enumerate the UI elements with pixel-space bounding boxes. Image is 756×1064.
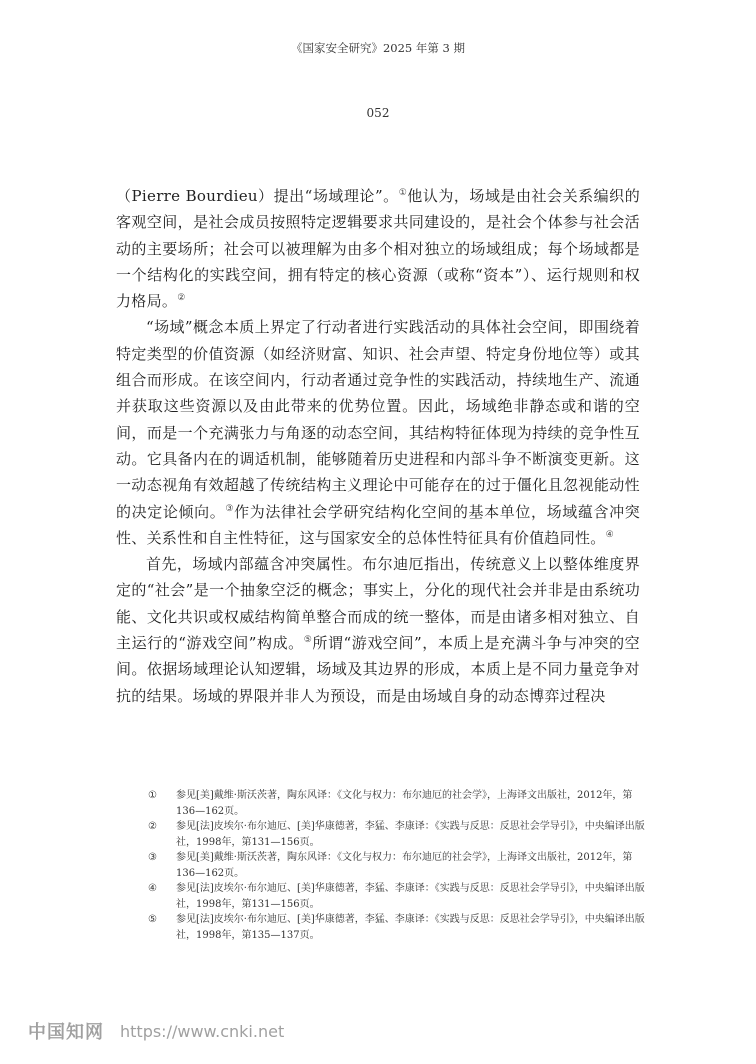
footnote-mark: ⑤ xyxy=(148,914,157,925)
footnotes xyxy=(148,788,648,943)
paragraph-1 xyxy=(116,183,640,314)
footnote-mark: ② xyxy=(148,821,157,832)
footnote-item xyxy=(148,788,648,819)
footnote-mark: ① xyxy=(148,790,157,801)
footnote-text: 参见[美]戴维·斯沃茨著，陶东风译：《文化与权力：布尔迪厄的社会学》，上海译文出版社，2012年，第136—162页。 xyxy=(176,852,633,879)
footnote-item xyxy=(148,850,648,881)
footnote-text: 参见[法]皮埃尔·布尔迪厄、[美]华康德著，李猛、李康译：《实践与反思：反思社会学导引》，中央编译出版社，1998年，第135—137页。 xyxy=(176,914,645,941)
text-segment: “场域”概念本质上界定了行动者进行实践活动的具体社会空间，即围绕着特定类型的价值资源（如经济财富、知识、社会声望、特定身份地位等）或其组合而形成。在该空间内，行动者通过竞争性的实践活动，持续地生产、流通并获取这些资源以及由此带来的优势位置。因此，场域绝非静态或和谐的空间，而是一个充满张力与角逐的动态空间，其结构特征体现为持续的竞争性互动。它具备内在的调适机制，能够随着历史进程和内部斗争不断演变更新。这一动态视角有效超越了传统结构主义理论中可能存在的过于僵化且忽视能动性的决定论倾向。 xyxy=(116,318,640,521)
cnki-logo: 中国知网 xyxy=(28,1022,104,1043)
text-segment: 作为法律社会学研究结构化空间的基本单位，场域蕴含冲突性、关系性和自主性特征，这与国家安全的总体性特征具有价值趋同性。 xyxy=(116,502,640,547)
footnote-mark: ④ xyxy=(148,883,157,894)
text-segment: （Pierre Bourdieu）提出“场域理论”。 xyxy=(116,187,399,205)
cnki-watermark xyxy=(28,1018,284,1044)
footnote-mark: ③ xyxy=(148,852,157,863)
page-number: 052 xyxy=(366,106,390,120)
footnote-item xyxy=(148,819,648,850)
text-segment: 首先，场域内部蕴含冲突属性。布尔迪厄指出，传统意义上以整体维度界定的“社会”是一个抽象空泛的概念；事实上，分化的现代社会并非是由系统功能、文化共识或权威结构简单整合而成的统一整体，而是由诸多相对独立、自主运行的“游戏空间”构成。 xyxy=(116,555,640,653)
footnote-item xyxy=(148,881,648,912)
footnote-ref[interactable]: ② xyxy=(177,293,186,304)
footnote-ref[interactable]: ④ xyxy=(605,529,614,540)
text-segment: 所谓“游戏空间”，本质上是充满斗争与冲突的空间。依据场域理论认知逻辑，场域及其边界的形成，本质上是不同力量竞争对抗的结果。场域的界限并非人为预设，而是由场域自身的动态博弈过程决 xyxy=(116,634,640,705)
footnote-ref[interactable]: ③ xyxy=(225,503,235,514)
body-text xyxy=(116,183,640,709)
footnote-ref[interactable]: ① xyxy=(398,188,408,198)
journal-header: 《国家安全研究》2025 年第 3 期 xyxy=(290,41,466,55)
cnki-url[interactable]: https://www.cnki.net xyxy=(120,1021,285,1041)
footnote-item xyxy=(148,912,648,943)
text-segment: 他认为，场域是由社会关系编织的客观空间，是社会成员按照特定逻辑要求共同建设的，是社会个体参与社会活动的主要场所；社会可以被理解为由多个相对独立的场域组成；每个场域都是一个结构化的实践空间，拥有特定的核心资源（或称“资本”）、运行规则和权力格局。 xyxy=(116,187,640,311)
footnote-text: 参见[美]戴维·斯沃茨著，陶东风译：《文化与权力：布尔迪厄的社会学》，上海译文出版社，2012年，第136—162页。 xyxy=(176,790,633,817)
footnote-text: 参见[法]皮埃尔·布尔迪厄、[美]华康德著，李猛、李康译：《实践与反思：反思社会学导引》，中央编译出版社，1998年，第131—156页。 xyxy=(176,821,645,848)
footnote-text: 参见[法]皮埃尔·布尔迪厄、[美]华康德著，李猛、李康译：《实践与反思：反思社会学导引》，中央编译出版社，1998年，第131—156页。 xyxy=(176,883,645,910)
paragraph-3 xyxy=(116,551,640,709)
paragraph-2 xyxy=(116,314,640,551)
footnote-ref[interactable]: ⑤ xyxy=(303,635,313,646)
